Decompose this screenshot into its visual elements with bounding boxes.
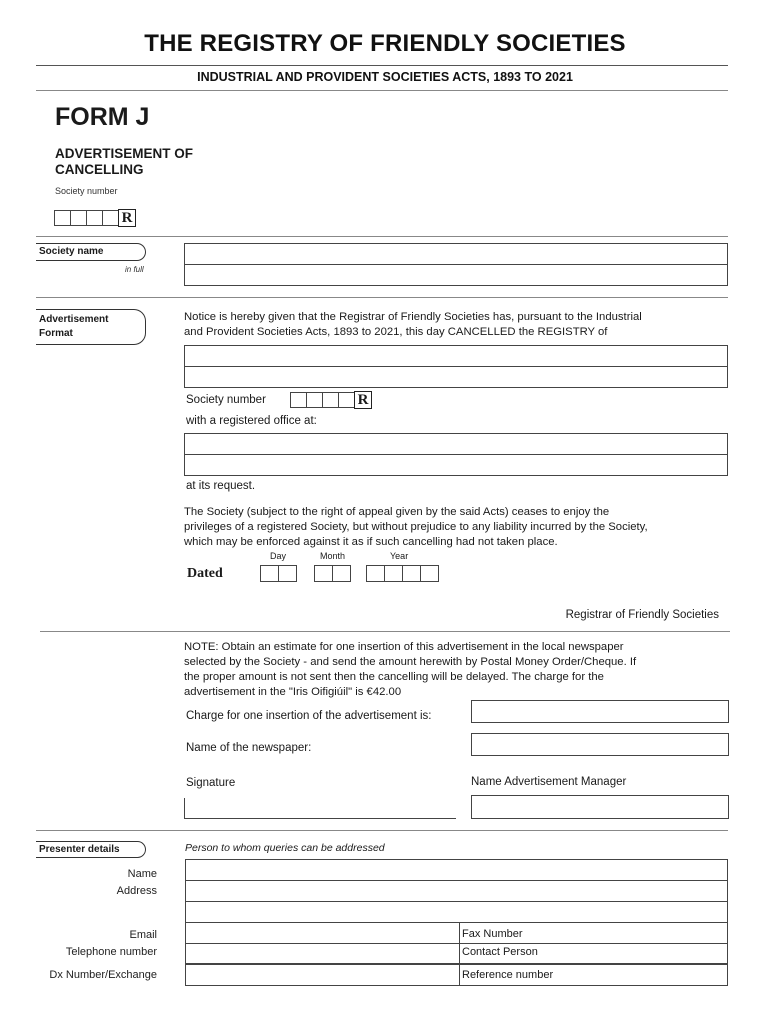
newspaper-label: Name of the newspaper: [186,742,312,754]
society-number-digit[interactable] [54,210,71,226]
presenter-name-field[interactable] [185,859,728,881]
ad-r-suffix-box: R [354,391,372,409]
note-line2: selected by the Society - and send the amount herewith by Postal Money Order/Cheque. If [184,656,637,668]
presenter-dx-field[interactable] [185,964,460,986]
day-digit[interactable] [260,565,279,582]
year-digit[interactable] [420,565,439,582]
society-paragraph [184,505,648,550]
form-id: FORM J [55,103,150,131]
society-number-digit[interactable] [86,210,103,226]
manager-field[interactable] [471,795,729,819]
section-divider [36,830,728,831]
subtitle-divider [36,90,728,91]
signature-label: Signature [186,777,236,789]
year-digit[interactable] [366,565,385,582]
notice-line2: and Provident Societies Acts, 1893 to 2021, this day CANCELLED the REGISTRY of [184,326,608,338]
in-full-hint: in full [125,265,144,274]
society-para-line1: The Society (subject to the right of appeal given by the said Acts) ceases to enjoy the [184,506,610,518]
presenter-details-tab: Presenter details [36,841,146,858]
form-title-line1: ADVERTISEMENT OF [55,146,194,161]
year-label: Year [390,551,409,561]
month-label: Month [320,551,346,561]
ad-society-number-label: Society number [186,394,266,406]
note-text [184,640,636,700]
email-label: Email [129,929,157,941]
contact-person-field[interactable]: Contact Person [459,943,728,964]
cancelled-society-field-2[interactable] [184,366,728,388]
society-name-field-1[interactable] [184,243,728,265]
registrar-signoff: Registrar of Friendly Societies [565,609,719,621]
section-divider [36,297,728,298]
ad-society-number-digit[interactable] [322,392,339,408]
name-label: Name [127,868,157,880]
presenter-address-field-2[interactable] [185,901,728,923]
note-line4: advertisement in the "Iris Oifigiúil" is €42.00 [184,686,402,698]
dated-label: Dated [187,566,223,581]
form-title [55,146,255,178]
registered-office-field-2[interactable] [184,454,728,476]
dx-label: Dx Number/Exchange [49,969,157,981]
registry-title: THE REGISTRY OF FRIENDLY SOCIETIES [144,30,626,57]
notice-line1: Notice is hereby given that the Registrar of Friendly Societies has, pursuant to the Industrial [184,311,642,323]
presenter-email-field[interactable] [185,922,460,944]
presenter-hint: Person to whom queries can be addressed [185,842,385,854]
reference-number-field[interactable]: Reference number [459,964,728,986]
form-title-line2: CANCELLING [55,162,144,177]
advertisement-format-tab [36,309,146,345]
day-boxes[interactable] [261,565,297,582]
society-number-boxes[interactable] [55,210,136,227]
newspaper-field[interactable] [471,733,729,756]
ad-society-number-boxes[interactable] [291,392,372,409]
society-number-digit[interactable] [102,210,119,226]
month-digit[interactable] [314,565,333,582]
ad-society-number-digit[interactable] [290,392,307,408]
notice-text [184,310,642,340]
note-line1: NOTE: Obtain an estimate for one insertion of this advertisement in the local newspaper [184,641,624,653]
acts-subtitle: INDUSTRIAL AND PROVIDENT SOCIETIES ACTS, 1893 TO 2021 [197,70,573,84]
advertisement-tab-line2: Format [39,328,73,339]
telephone-label: Telephone number [65,946,157,958]
presenter-telephone-field[interactable] [185,943,460,964]
charge-field[interactable] [471,700,729,723]
address-label: Address [116,885,157,897]
society-name-field-2[interactable] [184,264,728,286]
society-para-line2: privileges of a registered Society, but without prejudice to any liability incurred by the Society, [184,521,648,533]
society-para-line3: which may be enforced against it as if such cancelling had not taken place. [184,536,558,548]
charge-label: Charge for one insertion of the advertisement is: [186,710,432,722]
ad-society-number-digit[interactable] [338,392,355,408]
month-digit[interactable] [332,565,351,582]
day-label: Day [270,551,287,561]
advertisement-tab-line1: Advertisement [39,314,109,325]
ad-society-number-digit[interactable] [306,392,323,408]
signature-line[interactable] [184,798,456,819]
section-divider [36,236,728,237]
fax-number-field[interactable]: Fax Number [459,922,728,944]
registered-office-field-1[interactable] [184,433,728,455]
manager-label: Name Advertisement Manager [471,776,627,788]
year-digit[interactable] [384,565,403,582]
year-boxes[interactable] [367,565,439,582]
note-line3: the proper amount is not sent then the cancelling will be delayed. The charge for the [184,671,604,683]
society-number-digit[interactable] [70,210,87,226]
day-digit[interactable] [278,565,297,582]
registered-office-label: with a registered office at: [186,415,317,427]
header-divider [36,65,728,66]
section-divider [40,631,730,632]
month-boxes[interactable] [315,565,351,582]
r-suffix-box: R [118,209,136,227]
cancelled-society-field-1[interactable] [184,345,728,367]
year-digit[interactable] [402,565,421,582]
society-number-label: Society number [55,186,118,196]
society-name-tab: Society name [36,243,146,261]
presenter-address-field-1[interactable] [185,880,728,902]
request-text: at its request. [186,480,256,492]
